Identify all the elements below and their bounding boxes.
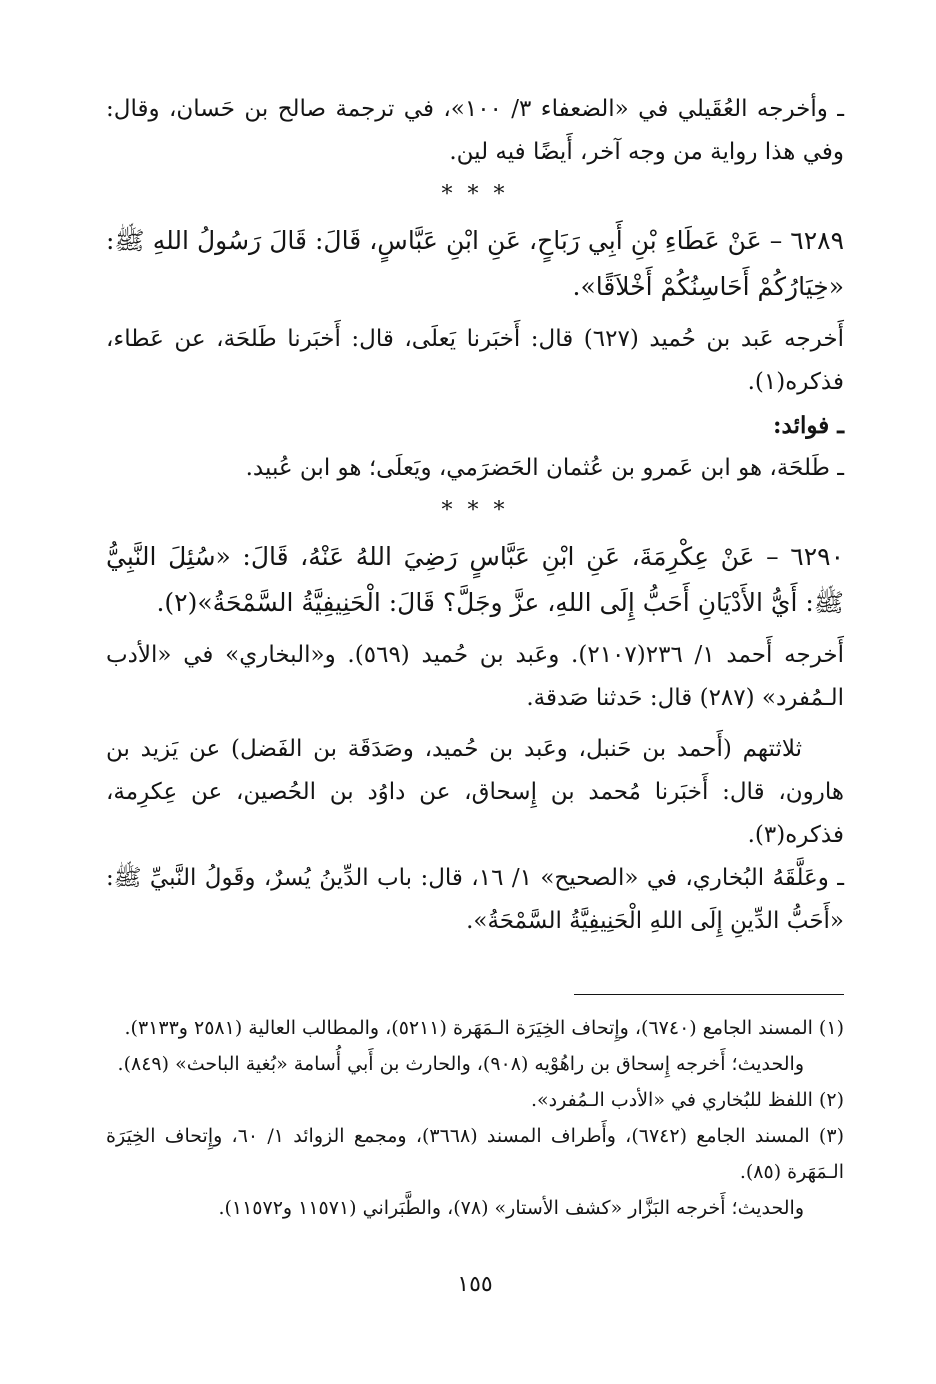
footnote-2: (٢) اللفظ للبُخاري في «الأدب الـمُفرد».: [530, 1089, 844, 1111]
hadith-6290-text: ٦٢٩٠ – عَنْ عِكْرِمَةَ، عَنِ ابْنِ عَبَّاسٍ رَضِيَ اللهُ عَنْهُ، قَالَ: «سُئِلَ النَّبِيُّ ﷺ: أَيُّ الأَدْيَانِ أَحَبُّ إِلَى اللهِ، عزَّ وجَلَّ؟ قَالَ: الْحَنِيفِيَّةُ السَّمْحَةُ»(٢).: [106, 542, 844, 617]
footnote-3: (٣) المسند الجامع (٦٧٤٢)، وأَطراف المسند (٣٦٦٨)، ومجمع الزوائد ١/ ٦٠، وإِتحاف الخِيَرَة الـمَهَرة (٨٥).: [106, 1125, 844, 1183]
book-page: [106, 88, 844, 1328]
paragraph-takhrij-6290: أَخرجه أَحمد ١/ ٢٣٦(٢١٠٧). وعَبد بن حُميد (٥٦٩). و«البخاري» في «الأدب الـمُفرد» (٢٨٧) قال: حَدثنا صَدقة.: [106, 642, 844, 711]
footnote-1: (١) المسند الجامع (٦٧٤٠)، وإِتحاف الخِيَرَة الـمَهَرة (٥٢١١)، والمطالب العالية (٢٥٨١ و٣١٣٣).: [124, 1017, 844, 1039]
paragraph-bukhari-taliq: ـ وعَلَّقَهُ البُخاري، في «الصحيح» ١/ ١٦، قال: باب الدِّينُ يُسرٌ، وقَولُ النَّبيِّ ﷺ: «أَحَبُّ الدِّينِ إِلَى اللهِ الْحَنِيفِيَّةُ السَّمْحَةُ».: [106, 865, 845, 934]
hadith-6289-text: ٦٢٨٩ – عَنْ عَطَاءِ بْنِ أَبِي رَبَاحٍ، عَنِ ابْنِ عَبَّاسٍ، قَالَ: قَالَ رَسُولُ اللهِ ﷺ: «خِيَارُكُمْ أَحَاسِنُكُمْ أَخْلاَقًا».: [106, 226, 844, 301]
footnote-divider: [574, 994, 844, 995]
page-number: ١٥٥: [457, 1272, 493, 1297]
paragraph-takhrij-6289: أَخرجه عَبد بن حُميد (٦٢٧) قال: أَخبَرنا يَعلَى، قال: أَخبَرنا طَلحَة، عن عَطاء، فذكره(١).: [106, 326, 844, 395]
footnotes: [106, 1010, 844, 1226]
footnote-1-continuation: والحديث؛ أَخرجه إِسحاق بن راهُوْيه (٩٠٨)، والحارث بن أَبي أُسامة «بُغية الباحث» (٨٤٩).: [117, 1053, 804, 1075]
section-separator: * * *: [441, 182, 509, 207]
section-separator: * * *: [441, 498, 509, 523]
paragraph-fawaid-note: ـ طَلحَة، هو ابن عَمرو بن عُثمان الحَضرَمي، ويَعلَى؛ هو ابن عُبيد.: [245, 455, 844, 481]
fawaid-heading: ـ فوائد:: [773, 412, 844, 439]
footnote-3-continuation: والحديث؛ أَخرجه البَزَّار «كشف الأستار» (٧٨)، والطَّبَراني (١١٥٧١ و١١٥٧٢).: [218, 1197, 804, 1219]
paragraph-isnad-summary: ثلاثتهم (أَحمد بن حَنبل، وعَبد بن حُميد، وصَدَقَة بن الفَضل) عن يَزيد بن هارون، قال: أَخبَرنا مُحمد بن إِسحاق، عن داوُد بن الحُصين، عن عِكرِمة، فذكره(٣).: [106, 736, 844, 848]
paragraph-aqili-note: ـ وأخرجه العُقَيلي في «الضعفاء ٣/ ١٠٠»، في ترجمة صالح بن حَسان، وقال: وفي هذا رواية من وجه آخر، أَيضًا فيه لين.: [106, 96, 845, 165]
